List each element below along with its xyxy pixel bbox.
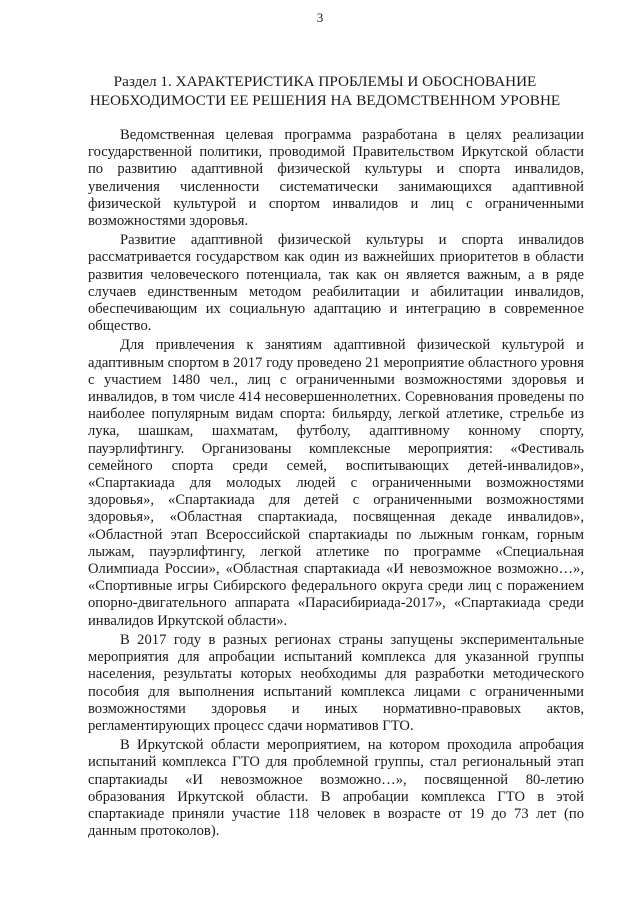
section-heading-line-1: Раздел 1. ХАРАКТЕРИСТИКА ПРОБЛЕМЫ И ОБОСНОВАНИЕ	[113, 73, 537, 90]
paragraph-3: Для привлечения к занятиям адаптивной физической культурой и адаптивным спортом в 2017 году проведено 21 мероприятие областного уровня с участием 1480 чел., лиц с ограниченными возможностями здоровья и инвалидов, в том числе 414 несовершеннолетних. Соревнования проведены по наиболее популярным видам спорта: бильярду, легкой атлетике, стрельбе из лука, шашкам, шахматам, футболу, адаптивному конному спорту, пауэрлифтингу. Организованы комплексные мероприятия: «Фестиваль семейного спорта среди семей, воспитывающих детей-инвалидов», «Спартакиада для молодых людей с ограниченными возможностями здоровья», «Спартакиада для детей с ограниченными возможностями здоровья», «Областная спартакиада, посвященная декаде инвалидов», «Областной этап Всероссийской спартакиады по лыжным гонкам, горным лыжам, пауэрлифтингу, легкой атлетике по программе «Специальная Олимпиада России», «Областная спартакиада «И невозможное возможно…», «Спортивные игры Сибирского федерального округа среди лиц с поражением опорно-двигательного аппарата «Парасибириада-2017», «Спартакиада среди инвалидов Иркутской области».	[88, 337, 584, 629]
section-heading-line-2: НЕОБХОДИМОСТИ ЕЕ РЕШЕНИЯ НА ВЕДОМСТВЕННОМ УРОВНЕ	[89, 91, 561, 109]
section-heading	[80, 73, 570, 110]
paragraph-1: Ведомственная целевая программа разработана в целях реализации государственной политики, проводимой Правительством Иркутской области по развитию адаптивной физической культуры и спорта инвалидов, увеличения численности систематически занимающихся адаптивной физической культурой и спортом инвалидов и лиц с ограниченными возможностями здоровья.	[88, 127, 584, 230]
paragraph-4: В 2017 году в разных регионах страны запущены экспериментальные мероприятия для апробации испытаний комплекса для указанной группы населения, результаты которых необходимы для разработки методического пособия для выполнения испытаний комплекса лицами с ограниченными возможностями здоровья и иных нормативно-правовых актов, регламентирующих процесс сдачи нормативов ГТО.	[88, 631, 584, 734]
document-body	[88, 127, 584, 842]
page-number: 3	[316, 10, 324, 25]
paragraph-2: Развитие адаптивной физической культуры и спорта инвалидов рассматривается государством как один из важнейших приоритетов в области развития человеческого потенциала, так как он является важным, а в ряде случаев единственным методом реабилитации и абилитации инвалидов, обеспечивающим их социальную адаптацию и интеграцию в современное общество.	[88, 232, 584, 335]
paragraph-5: В Иркутской области мероприятием, на котором проходила апробация испытаний комплекса ГТО для проблемной группы, стал региональный этап спартакиады «И невозможное возможно…», посвященной 80-летию образования Иркутской области. В апробации комплекса ГТО в этой спартакиаде приняли участие 118 человек в возрасте от 19 до 73 лет (по данным протоколов).	[88, 737, 584, 840]
